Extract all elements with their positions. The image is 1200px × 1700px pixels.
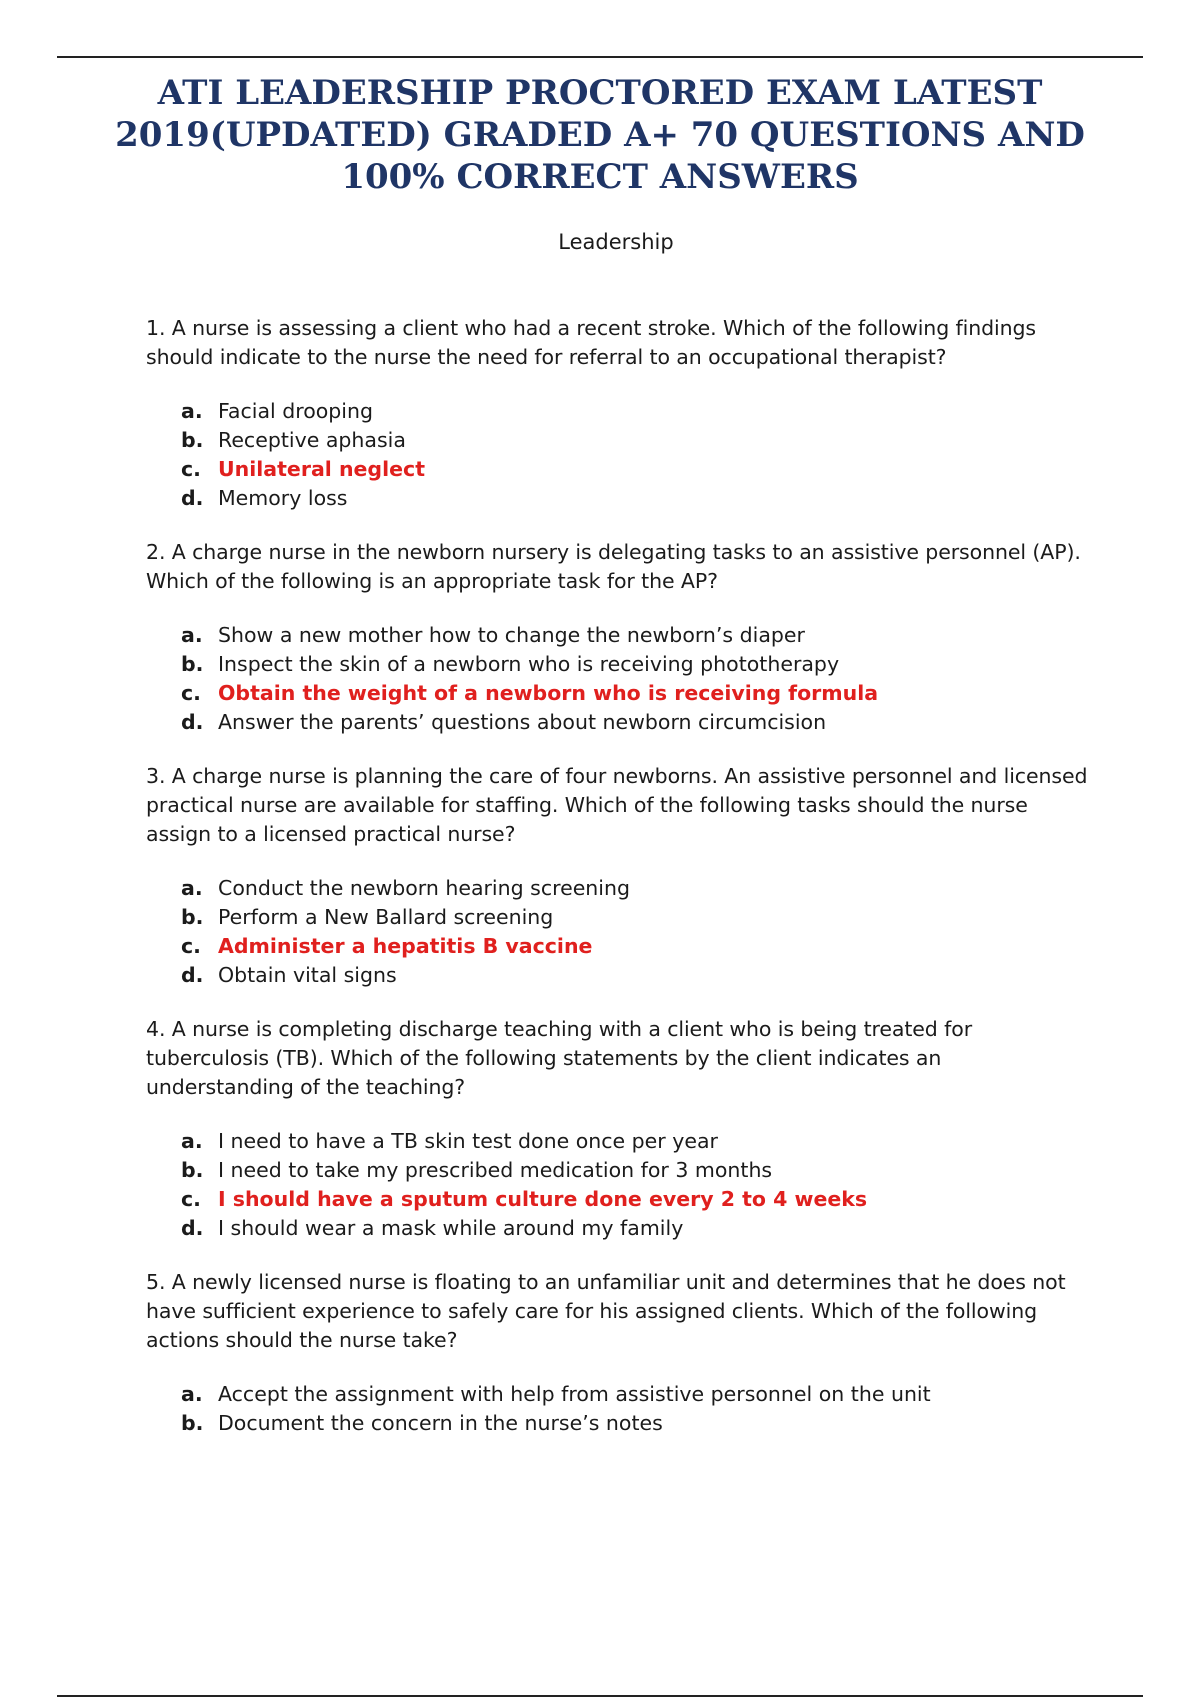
option-letter: d. — [181, 963, 204, 987]
option-text: Answer the parents’ questions about newborn circumcision — [218, 710, 827, 734]
option-text: Perform a New Ballard screening — [218, 905, 554, 929]
option-letter: b. — [181, 428, 204, 452]
answer-options — [146, 397, 1091, 513]
option-text: I should have a sputum culture done every 2 to 4 weeks — [218, 1187, 868, 1211]
question-text: 4. A nurse is completing discharge teaching with a client who is being treated for tuberculosis (TB). Which of the following statements by the client indicates an understanding of the teaching? — [146, 1017, 973, 1099]
answer-option — [181, 708, 1091, 737]
option-text: Document the concern in the nurse’s notes — [218, 1411, 663, 1435]
option-text: Inspect the skin of a newborn who is receiving phototherapy — [218, 652, 840, 676]
answer-option — [181, 874, 1091, 903]
title-line-2: 2019(UPDATED) GRADED A+ 70 QUESTIONS AND — [115, 115, 1085, 155]
answer-options — [146, 621, 1091, 737]
option-letter: d. — [181, 486, 204, 510]
question-3 — [146, 762, 1091, 990]
correct-answer-option — [181, 455, 1091, 484]
question-text: 5. A newly licensed nurse is floating to an unfamiliar unit and determines that he does not have sufficient experience to safely care for his assigned clients. Which of the following actions should the nurse take? — [146, 1270, 1066, 1352]
option-letter: b. — [181, 1158, 204, 1182]
option-letter: a. — [181, 1129, 203, 1153]
correct-answer-option — [181, 679, 1091, 708]
option-text: Obtain vital signs — [218, 963, 397, 987]
option-text: I should wear a mask while around my family — [218, 1216, 684, 1240]
answer-option — [181, 397, 1091, 426]
answer-option — [181, 1380, 1091, 1409]
title-line-1: ATI LEADERSHIP PROCTORED EXAM LATEST — [157, 73, 1043, 113]
option-letter: a. — [181, 399, 203, 423]
option-text: Accept the assignment with help from assistive personnel on the unit — [218, 1382, 931, 1406]
answer-option — [181, 1127, 1091, 1156]
option-letter: d. — [181, 710, 204, 734]
top-divider — [57, 56, 1143, 58]
option-text: Obtain the weight of a newborn who is receiving formula — [218, 681, 879, 705]
question-text: 3. A charge nurse is planning the care of four newborns. An assistive personnel and licensed practical nurse are available for staffing. Which of the following tasks should the nurse assign to a licensed practical nurse? — [146, 764, 1088, 846]
answer-option — [181, 1214, 1091, 1243]
question-text: 2. A charge nurse in the newborn nursery is delegating tasks to an assistive personnel (AP). Which of the following is an appropriate task for the AP? — [146, 540, 1081, 593]
answer-option — [181, 426, 1091, 455]
option-letter: a. — [181, 1382, 203, 1406]
option-text: Conduct the newborn hearing screening — [218, 876, 631, 900]
answer-option — [181, 621, 1091, 650]
question-text: 1. A nurse is assessing a client who had a recent stroke. Which of the following findings should indicate to the nurse the need for referral to an occupational therapist? — [146, 316, 1037, 369]
answer-options — [146, 874, 1091, 990]
question-1 — [146, 314, 1091, 513]
bottom-divider — [57, 1695, 1143, 1697]
option-letter: c. — [181, 1187, 201, 1211]
option-letter: c. — [181, 457, 201, 481]
title-line-3: 100% CORRECT ANSWERS — [341, 157, 859, 197]
page-title — [100, 72, 1100, 198]
answer-options — [146, 1380, 1091, 1438]
option-text: Show a new mother how to change the newborn’s diaper — [218, 623, 805, 647]
answer-option — [181, 903, 1091, 932]
correct-answer-option — [181, 1185, 1091, 1214]
option-letter: b. — [181, 652, 204, 676]
answer-options — [146, 1127, 1091, 1243]
option-text: Administer a hepatitis B vaccine — [218, 934, 593, 958]
answer-option — [181, 1156, 1091, 1185]
answer-option — [181, 650, 1091, 679]
option-letter: c. — [181, 934, 201, 958]
question-4 — [146, 1015, 1091, 1243]
question-5 — [146, 1268, 1091, 1438]
answer-option — [181, 484, 1091, 513]
option-letter: d. — [181, 1216, 204, 1240]
question-2 — [146, 538, 1091, 737]
option-text: Memory loss — [218, 486, 348, 510]
option-letter: b. — [181, 905, 204, 929]
correct-answer-option — [181, 932, 1091, 961]
option-text: Unilateral neglect — [218, 457, 425, 481]
answer-option — [181, 1409, 1091, 1438]
option-letter: a. — [181, 623, 203, 647]
option-text: I need to have a TB skin test done once per year — [218, 1129, 718, 1153]
option-text: Facial drooping — [218, 399, 374, 423]
option-letter: c. — [181, 681, 201, 705]
option-letter: a. — [181, 876, 203, 900]
section-subtitle: Leadership — [558, 230, 674, 254]
option-text: Receptive aphasia — [218, 428, 406, 452]
question-list — [146, 314, 1091, 1463]
option-letter: b. — [181, 1411, 204, 1435]
answer-option — [181, 961, 1091, 990]
option-text: I need to take my prescribed medication for 3 months — [218, 1158, 773, 1182]
